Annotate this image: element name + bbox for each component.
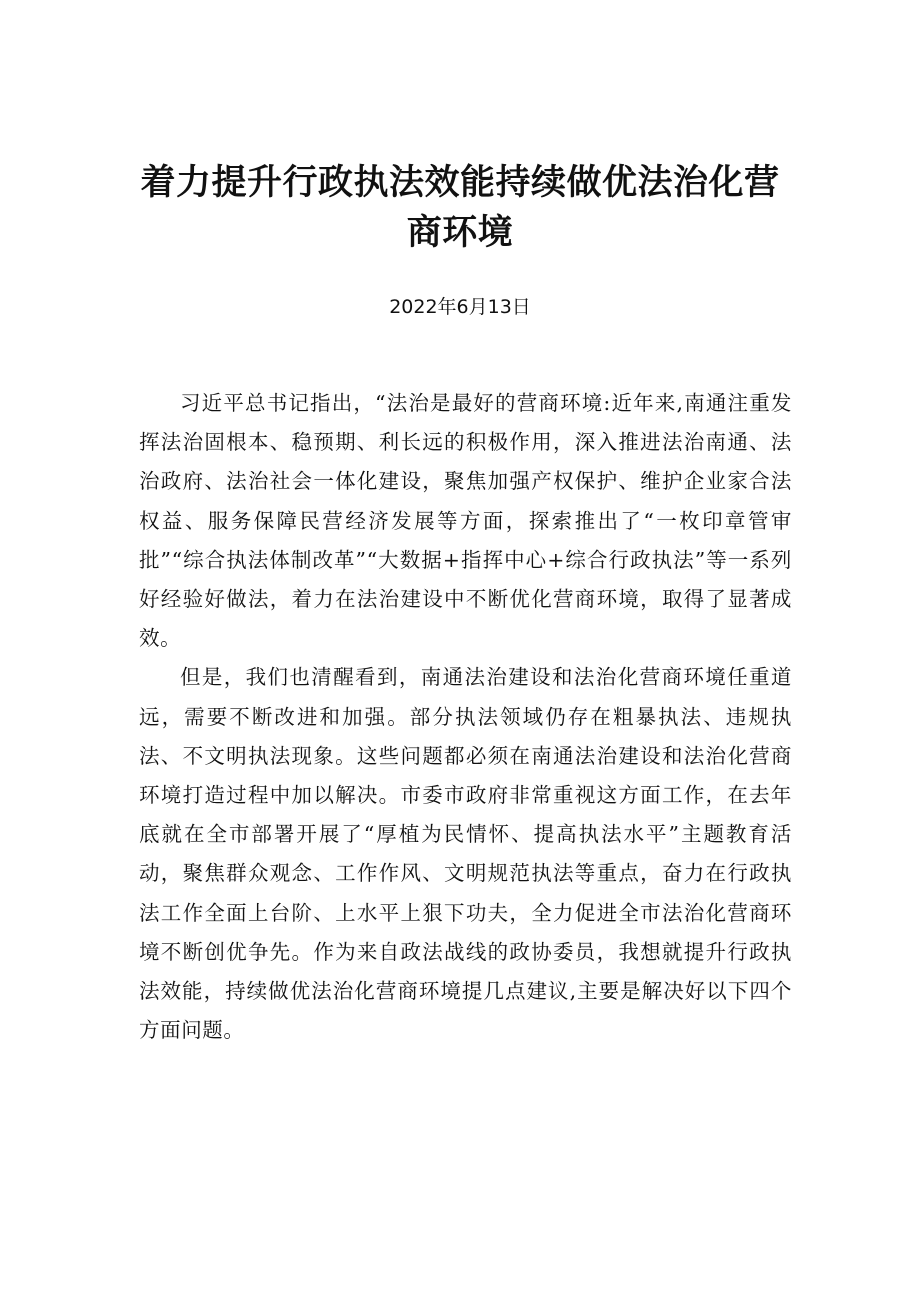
- body-paragraph: 习近平总书记指出，“法治是最好的营商环境:近年来,南通注重发挥法治固根本、稳预期、利长远的积极作用，深入推进法治南通、法治政府、法治社会一体化建设，聚焦加强产权保护、维护企业家合法权益、服务保障民营经济发展等方面，探索推出了“一枚印章管审批”“综合执法体制改革”“大数据+指挥中心+综合行政执法”等一系列好经验好做法，着力在法治建设中不断优化营商环境，取得了显著成效。: [139, 391, 792, 651]
- document-title: 着力提升行政执法效能持续做优法治化营商环境: [140, 163, 780, 253]
- body-paragraph: 但是，我们也清醒看到，南通法治建设和法治化营商环境任重道远，需要不断改进和加强。部分执法领域仍存在粗暴执法、违规执法、不文明执法现象。这些问题都必须在南通法治建设和法治化营商环境打造过程中加以解决。市委市政府非常重视这方面工作，在去年底就在全市部署开展了“厚植为民情怀、提高执法水平”主题教育活动，聚焦群众观念、工作作风、文明规范执法等重点，奋力在行政执法工作全面上台阶、上水平上狠下功夫，全力促进全市法治化营商环境不断创优争先。作为来自政法战线的政协委员，我想就提升行政执法效能，持续做优法治化营商环境提几点建议,主要是解决好以下四个方面问题。: [139, 665, 792, 1043]
- document-body: [139, 384, 792, 1050]
- document-date: 2022年6月13日: [389, 296, 531, 318]
